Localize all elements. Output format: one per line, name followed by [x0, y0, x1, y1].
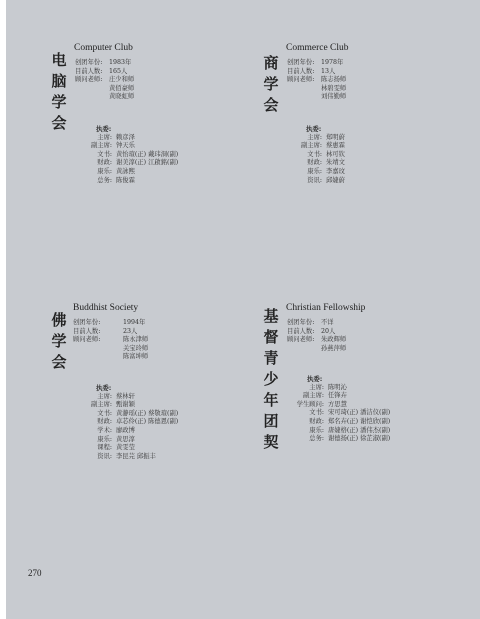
role-value: 黄怡瑄(正) 戴玮洞(副) [116, 150, 179, 158]
info-value: 孙燕萍师 [321, 344, 347, 352]
info-value: 黄佰豪师 [109, 84, 135, 92]
info-value: 1994年 [123, 319, 146, 326]
role-value: 甄谢颖 [116, 401, 135, 409]
role-value: 赖彦泽 [116, 133, 135, 141]
info-label: 创团年份: [287, 319, 315, 326]
title-char: 电 [51, 51, 67, 69]
info-value: 陈志扬师 [321, 76, 347, 84]
role-value: 朱靖文 [326, 159, 345, 167]
title-char: 会 [51, 353, 67, 371]
club-title-english: Commerce Club [286, 43, 349, 53]
title-char: 学 [51, 93, 67, 111]
role-label: 文书: [97, 409, 112, 417]
title-char: 会 [51, 114, 67, 132]
role-value: 郑明蔚 [326, 133, 345, 141]
info-label: 顾问老师: [73, 336, 101, 344]
role-label: 文书: [309, 409, 324, 417]
club-title-chinese [50, 310, 68, 373]
role-value: 陈俊霖 [116, 176, 135, 184]
info-label: 顾问老师: [75, 76, 103, 84]
role-label: 资讯: [307, 176, 322, 184]
role-label: 财政: [309, 417, 324, 425]
club-title-english: Buddhist Society [73, 303, 139, 313]
role-label: 副主席: [302, 392, 324, 400]
info-label: 目前人数: [287, 67, 315, 75]
info-value: 165人 [109, 67, 128, 75]
role-value: 蔡惠霖 [326, 142, 345, 150]
title-char: 青 [263, 349, 279, 367]
club-title-english: Computer Club [74, 43, 133, 53]
info-label: 顾问老师: [287, 336, 315, 344]
info-label: 目前人数: [287, 327, 315, 335]
role-value: 方思慧 [328, 400, 347, 408]
info-value: 林碧雯师 [321, 84, 347, 92]
role-label: 学生顾问: [296, 400, 324, 408]
role-label: 课程: [97, 444, 112, 452]
club-title-chinese [262, 53, 280, 116]
role-label: 康乐: [307, 167, 322, 175]
info-value: 20人 [321, 327, 336, 335]
info-value: 关宝玲师 [123, 344, 149, 352]
info-value: 23人 [123, 327, 138, 335]
info-label: 创团年份: [73, 319, 101, 326]
committee [282, 375, 390, 444]
info-value: 1983年 [109, 59, 132, 66]
club-info [287, 59, 346, 102]
role-label: 副主席: [90, 142, 112, 150]
title-char: 团 [263, 412, 279, 430]
role-label: 总务: [309, 435, 324, 443]
role-value: 唐婕格(正) 潘伟杰(副) [328, 426, 391, 434]
page [6, 0, 480, 619]
title-char: 会 [263, 96, 279, 114]
club-info [75, 59, 134, 102]
role-value: 黄瀞瑶(正) 蔡敬瑄(副) [116, 409, 179, 417]
title-char: 学 [51, 332, 67, 350]
info-label: 创团年份: [75, 59, 103, 66]
title-char: 基 [263, 307, 279, 325]
title-char: 少 [263, 370, 279, 388]
title-char: 督 [263, 328, 279, 346]
info-value: 1978年 [321, 59, 344, 66]
info-value: 不详 [321, 319, 334, 326]
title-char: 脑 [51, 72, 67, 90]
role-label: 副主席: [300, 142, 322, 150]
info-value: 黄晓虹师 [109, 93, 135, 101]
role-label: 主席: [307, 133, 322, 141]
title-char: 佛 [51, 311, 67, 329]
role-value: 林可钦 [326, 150, 345, 158]
role-label: 文书: [97, 150, 112, 158]
role-value: 谢美淳(正) 江啟銘(副) [116, 159, 179, 167]
title-char: 学 [263, 75, 279, 93]
role-value: 黄詠熙 [116, 167, 135, 175]
info-value: 朱政辉师 [321, 336, 347, 344]
role-value: 李昆芫 邱振丰 [116, 452, 156, 460]
info-value: 13人 [321, 67, 336, 75]
role-label: 总务: [97, 176, 112, 184]
club-info [73, 319, 148, 362]
committee-heading: 执委: [307, 375, 323, 383]
committee [76, 384, 178, 461]
role-value: 任锋卉 [328, 392, 347, 400]
role-value: 宋可琦(正) 潘洁仪(副) [328, 409, 391, 417]
club-title-english: Christian Fellowship [286, 303, 366, 313]
info-value: 庄少和师 [109, 76, 135, 84]
role-value: 谢德扬(正) 徐芷淑(副) [328, 435, 391, 443]
role-value: 郑名卉(正) 谢恺欣(副) [328, 417, 391, 425]
role-label: 康乐: [97, 167, 112, 175]
committee-heading: 执委: [96, 384, 112, 392]
info-label: 顾问老师: [287, 76, 315, 84]
info-label: 目前人数: [75, 67, 103, 75]
role-value: 蔡林轩 [116, 392, 135, 400]
role-value: 廖政博 [116, 426, 135, 434]
role-label: 财政: [97, 159, 112, 167]
role-label: 学术: [97, 426, 112, 434]
role-value: 陈明沁 [328, 383, 347, 391]
role-label: 主席: [97, 133, 112, 141]
info-value: 刘伟勤师 [321, 93, 347, 101]
title-char: 商 [263, 54, 279, 72]
club-title-chinese [262, 306, 280, 453]
committee [286, 125, 345, 185]
info-value: 陈永津师 [123, 336, 149, 344]
club-title-chinese [50, 50, 68, 134]
info-value: 陈富坤师 [123, 353, 149, 361]
info-label: 目前人数: [73, 327, 101, 335]
committee [76, 125, 178, 185]
role-label: 康乐: [309, 426, 324, 434]
role-label: 主席: [309, 383, 324, 391]
title-char: 年 [263, 391, 279, 409]
info-label: 创团年份: [287, 59, 315, 66]
role-value: 李嘉玟 [326, 167, 345, 175]
role-label: 文书: [307, 150, 322, 158]
page-number: 270 [28, 568, 42, 578]
club-info [287, 319, 346, 353]
committee-heading: 执委: [306, 125, 322, 133]
role-label: 财政: [97, 418, 112, 426]
role-label: 资讯: [97, 452, 112, 460]
role-value: 卓芯伶(正) 陈德恩(副) [116, 418, 179, 426]
role-label: 财政: [307, 159, 322, 167]
role-label: 副主席: [90, 401, 112, 409]
role-value: 黄思淳 [116, 435, 135, 443]
role-label: 康乐: [97, 435, 112, 443]
role-label: 主席: [97, 392, 112, 400]
title-char: 契 [263, 433, 279, 451]
committee-heading: 执委: [96, 125, 112, 133]
role-value: 黄雯莹 [116, 444, 135, 452]
role-value: 邱婕蔚 [326, 176, 345, 184]
role-value: 钟天乐 [116, 142, 135, 150]
